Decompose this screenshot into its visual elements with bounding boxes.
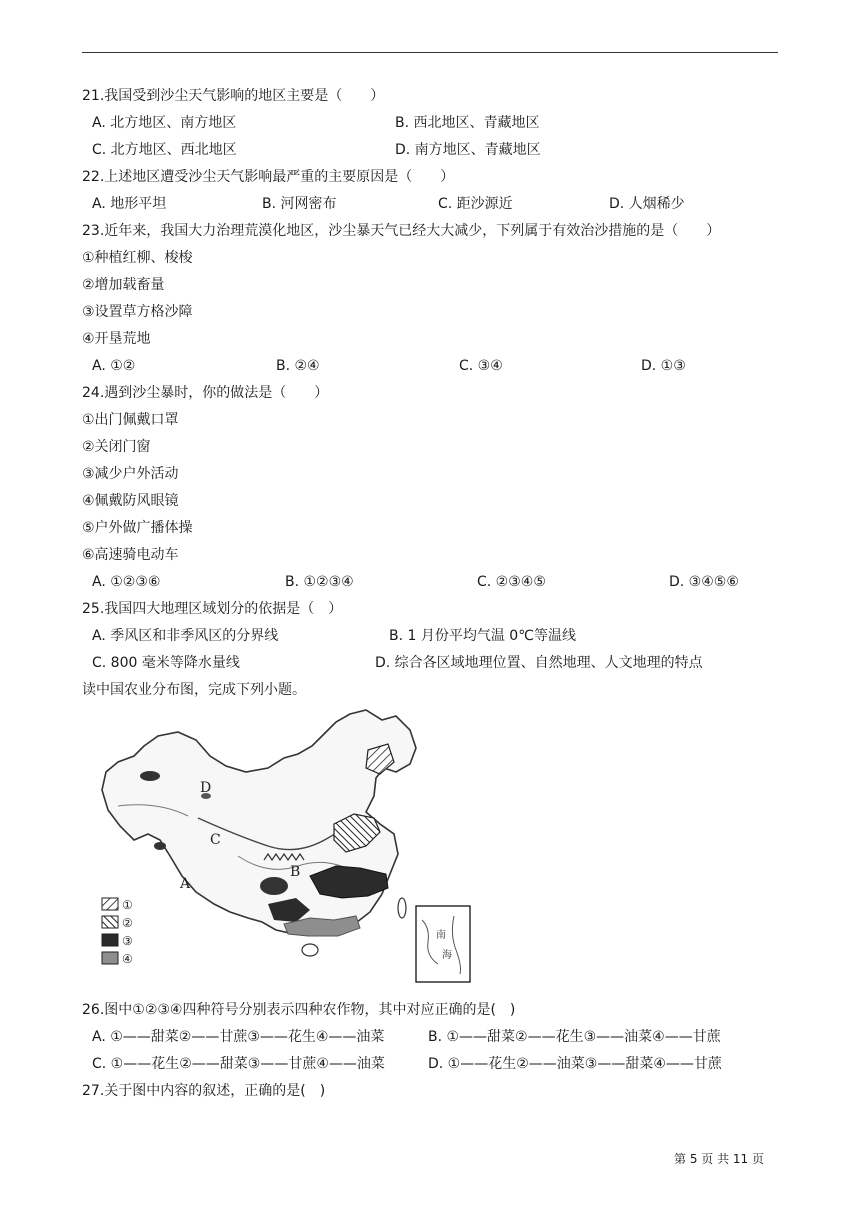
inset-label-nan: 南 [436,930,446,941]
q24-option-b: B. ①②③④ [285,574,354,590]
q21-option-b: B. 西北地区、青藏地区 [395,115,540,131]
q25-option-d: D. 综合各区域地理位置、自然地理、人文地理的特点 [375,655,703,671]
q24-option-c: C. ②③④⑤ [477,574,546,590]
q22-option-c: C. 距沙源近 [438,196,513,212]
q24-item-5: ⑤户外做广播体操 [82,520,193,536]
question-23-stem: 23.近年来，我国大力治理荒漠化地区，沙尘暴天气已经大大减少，下列属于有效治沙措施的是（ ） [82,223,721,239]
map-legend [102,898,133,966]
q21-option-c: C. 北方地区、西北地区 [92,142,237,158]
q23-item-3: ③设置草方格沙障 [82,304,193,320]
question-27-stem: 27.关于图中内容的叙述，正确的是( ) [82,1083,326,1099]
q24-item-4: ④佩戴防风眼镜 [82,493,179,509]
q23-option-c: C. ③④ [459,358,503,374]
q21-option-d: D. 南方地区、青藏地区 [395,142,541,158]
q24-item-3: ③减少户外活动 [82,466,179,482]
q22-option-a: A. 地形平坦 [92,196,167,212]
q25-option-a: A. 季风区和非季风区的分界线 [92,628,279,644]
q23-item-4: ④开垦荒地 [82,331,151,347]
inset-label-hai: 海 [442,950,452,961]
question-21-stem: 21.我国受到沙尘天气影响的地区主要是（ ） [82,88,385,104]
q23-option-a: A. ①② [92,358,136,374]
page-footer: 第 5 页 共 11 页 [674,1152,764,1166]
q26-option-b: B. ①——甜菜②——花生③——油菜④——甘蔗 [428,1029,721,1045]
hainan-island [302,944,318,956]
taiwan-island [398,898,406,918]
region-label-c: C [210,832,221,848]
region-label-a: A [180,876,191,892]
q24-item-2: ②关闭门窗 [82,439,151,455]
question-24-stem: 24.遇到沙尘暴时，你的做法是（ ） [82,385,329,401]
q21-option-a: A. 北方地区、南方地区 [92,115,237,131]
q24-item-1: ①出门佩戴口罩 [82,412,179,428]
q24-option-d: D. ③④⑤⑥ [669,574,739,590]
question-25-stem: 25.我国四大地理区域划分的依据是（ ） [82,601,343,617]
legend-label-3: ③ [122,934,133,948]
q23-option-d: D. ①③ [641,358,686,374]
q25-option-c: C. 800 毫米等降水量线 [92,655,240,671]
q24-option-a: A. ①②③⑥ [92,574,161,590]
region-label-d: D [200,780,212,796]
header-rule [82,52,778,53]
q22-option-d: D. 人烟稀少 [609,196,685,212]
q24-item-6: ⑥高速骑电动车 [82,547,179,563]
q26-option-d: D. ①——花生②——油菜③——甜菜④——甘蔗 [428,1056,722,1072]
question-26-stem: 26.图中①②③④四种符号分别表示四种农作物，其中对应正确的是( ) [82,1002,516,1018]
q23-item-2: ②增加载畜量 [82,277,165,293]
q23-item-1: ①种植红柳、梭梭 [82,250,193,266]
south-china-sea-inset [416,906,470,982]
q26-option-c: C. ①——花生②——甜菜③——甘蔗④——油菜 [92,1056,385,1072]
legend-label-1: ① [122,898,133,912]
china-agriculture-map [98,706,478,988]
region-label-b: B [290,864,301,880]
legend-label-2: ② [122,916,133,930]
legend-label-4: ④ [122,952,133,966]
map-intro-text: 读中国农业分布图，完成下列小题。 [82,682,306,698]
q25-option-b: B. 1 月份平均气温 0℃等温线 [389,628,576,644]
q26-option-a: A. ①——甜菜②——甘蔗③——花生④——油菜 [92,1029,385,1045]
q23-option-b: B. ②④ [276,358,320,374]
q22-option-b: B. 河网密布 [262,196,337,212]
question-22-stem: 22.上述地区遭受沙尘天气影响最严重的主要原因是（ ） [82,169,455,185]
